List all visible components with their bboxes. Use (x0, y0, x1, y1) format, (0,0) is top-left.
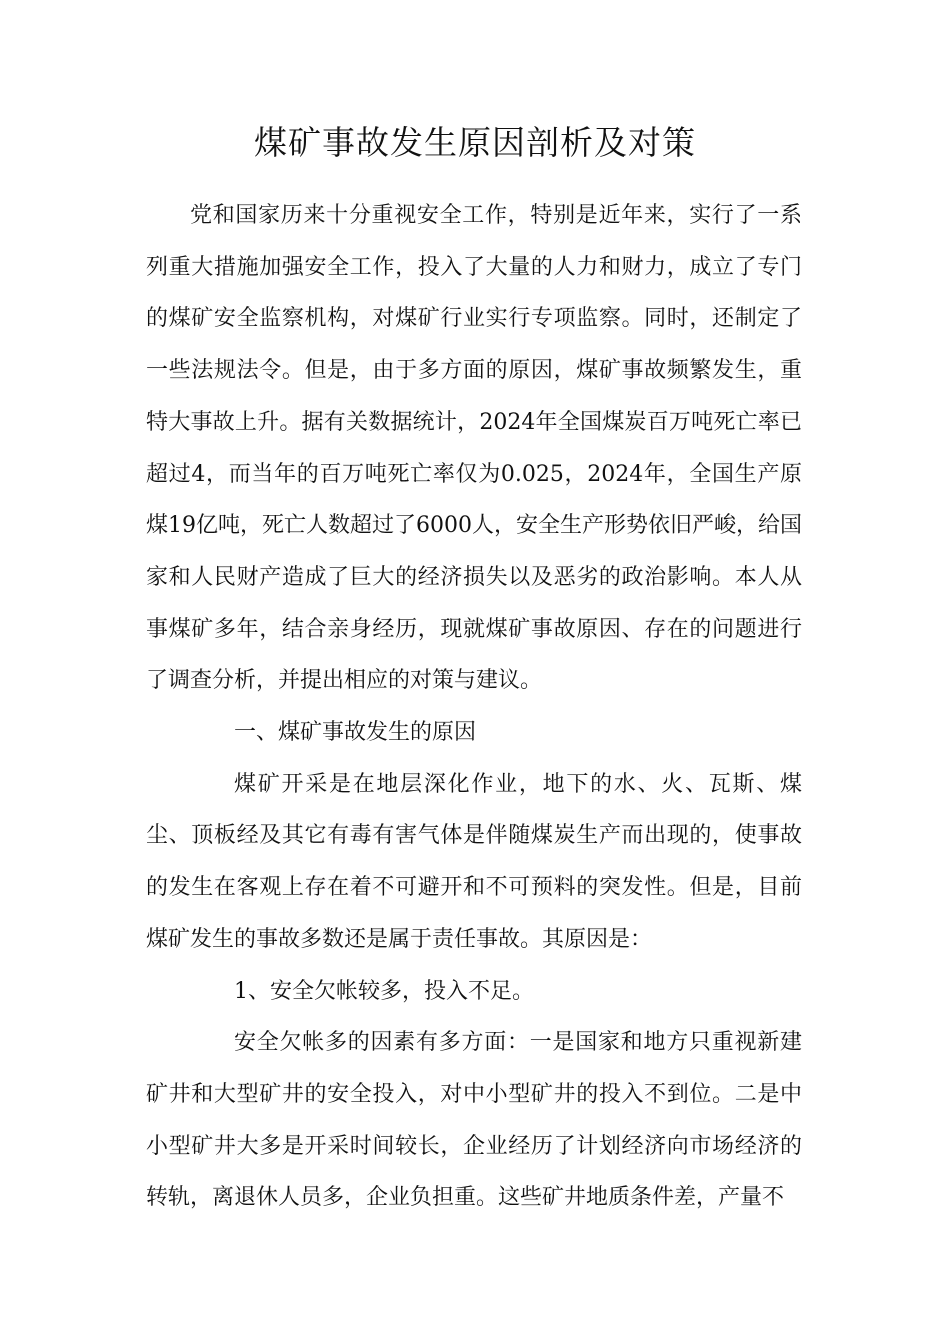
document-title: 煤矿事故发生原因剖析及对策 (254, 123, 696, 162)
subsection-1-paragraph: 安全欠帐多的因素有多方面：一是国家和地方只重视新建矿井和大型矿井的安全投入，对中小型矿井的投入不到位。二是中小型矿井大多是开采时间较长，企业经历了计划经济向市场经济的转轨，离退休人员多，企业负担重。这些矿井地质条件差，产量不 (146, 1030, 802, 1211)
section-heading-1: 一、煤矿事故发生的原因 (234, 720, 477, 746)
intro-paragraph: 党和国家历来十分重视安全工作，特别是近年来，实行了一系列重大措施加强安全工作，投入了大量的人力和财力，成立了专门的煤矿安全监察机构，对煤矿行业实行专项监察。同时，还制定了一些法规法令。但是，由于多方面的原因，煤矿事故频繁发生，重特大事故上升。据有关数据统计，2024年全国煤炭百万吨死亡率已超过4，而当年的百万吨死亡率仅为0.025，2024年，全国生产原煤19亿吨，死亡人数超过了6000人，安全生产形势依旧严峻，给国家和人民财产造成了巨大的经济损失以及恶劣的政治影响。本人从事煤矿多年，结合亲身经历，现就煤矿事故原因、存在的问题进行了调查分析，并提出相应的对策与建议。 (146, 203, 802, 694)
document-body (146, 190, 802, 1224)
subsection-heading-1: 1、安全欠帐较多，投入不足。 (234, 978, 534, 1004)
section-1-paragraph: 煤矿开采是在地层深化作业，地下的水、火、瓦斯、煤尘、顶板经及其它有毒有害气体是伴随煤炭生产而出现的，使事故的发生在客观上存在着不可避开和不可预料的突发性。但是，目前煤矿发生的事故多数还是属于责任事故。其原因是： (146, 771, 802, 952)
